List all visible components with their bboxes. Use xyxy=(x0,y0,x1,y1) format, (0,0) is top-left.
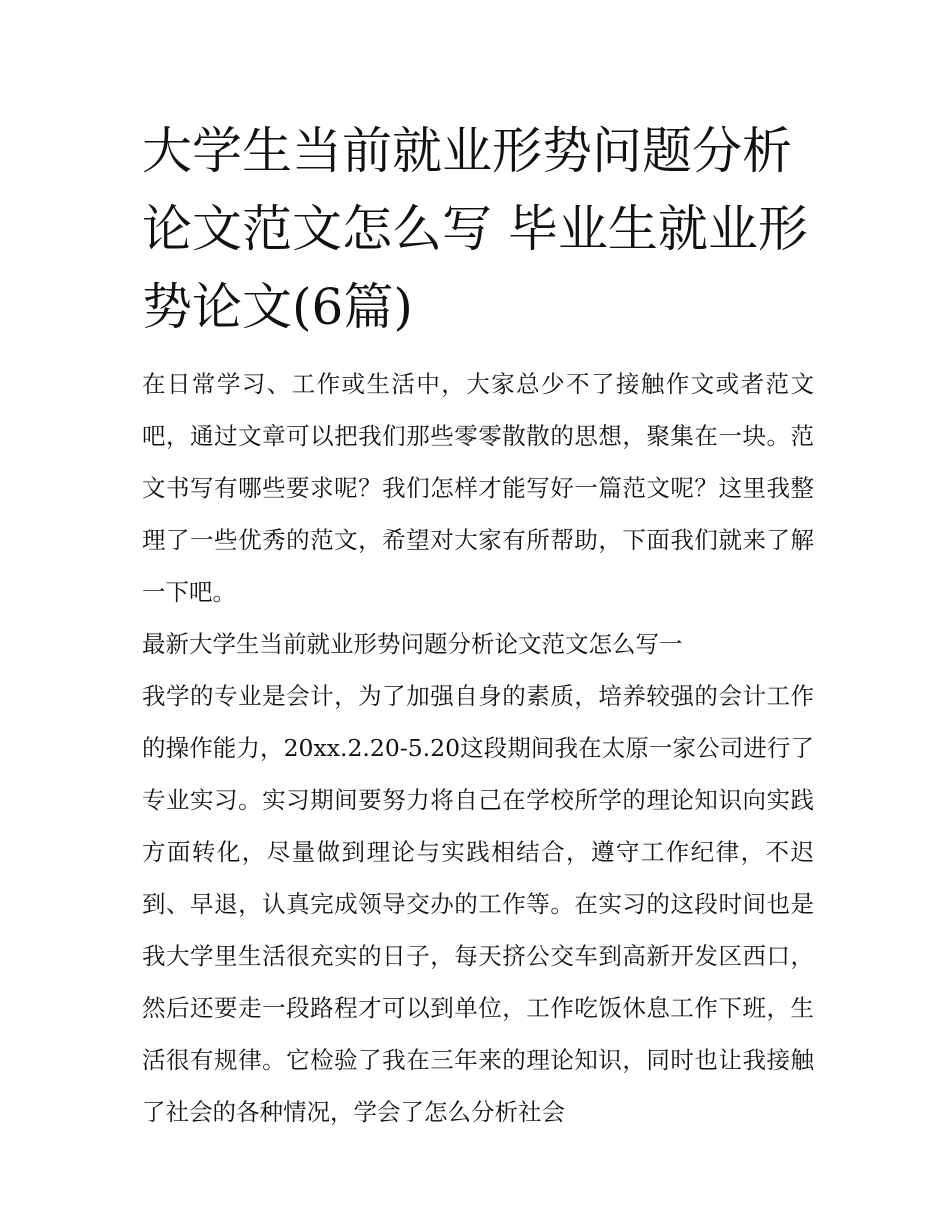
document-content xyxy=(142,112,814,1138)
section-heading: 最新大学生当前就业形势问题分析论文范文怎么写一 xyxy=(142,630,683,658)
intro-paragraph: 在日常学习、工作或生活中，大家总少不了接触作文或者范文吧，通过文章可以把我们那些零零散散的思想，聚集在一块。范文书写有哪些要求呢？我们怎样才能写好一篇范文呢？这里我整理了一些优秀的范文，希望对大家有所帮助，下面我们就来了解一下吧。 xyxy=(142,370,814,606)
body-paragraph: 我学的专业是会计，为了加强自身的素质，培养较强的会计工作的操作能力，20xx.2.20-5.20这段期间我在太原一家公司进行了专业实习。实习期间要努力将自己在学校所学的理论知识向实践方面转化，尽量做到理论与实践相结合，遵守工作纪律，不迟到、早退，认真完成领导交办的工作等。在实习的这段时间也是我大学里生活很充实的日子，每天挤公交车到高新开发区西口，然后还要走一段路程才可以到单位，工作吃饭休息工作下班，生活很有规律。它检验了我在三年来的理论知识，同时也让我接触了社会的各种情况，学会了怎么分析社会 xyxy=(142,682,814,1126)
document-title: 大学生当前就业形势问题分析论文范文怎么写 毕业生就业形势论文(6篇) xyxy=(142,122,808,336)
